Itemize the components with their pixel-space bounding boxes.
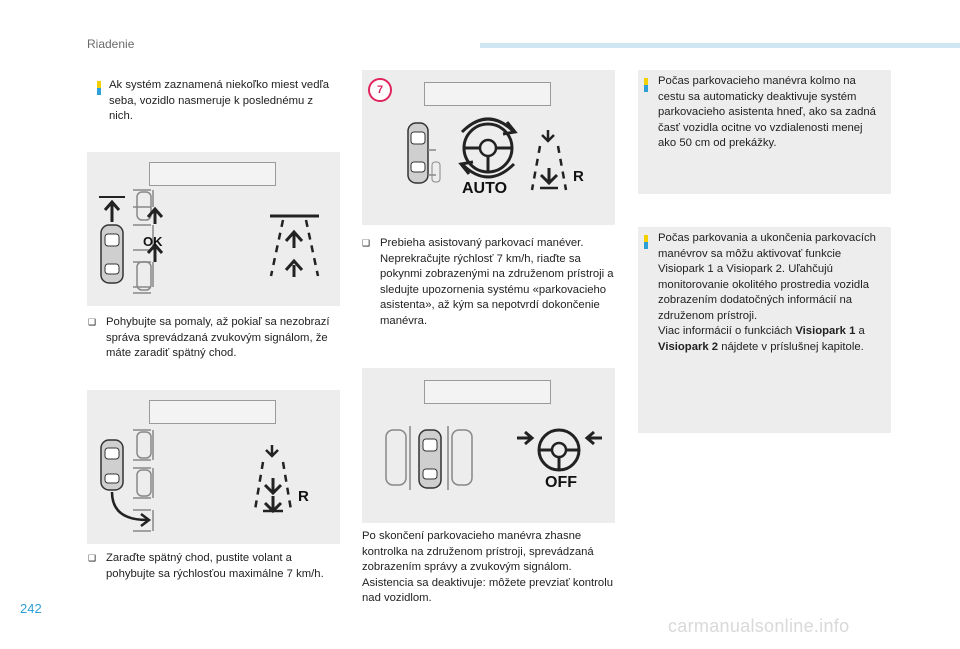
bullet-engage-reverse [88, 551, 340, 585]
figure-parking-spot-detected [87, 152, 340, 306]
bullet-text: Prebieha asistovaný parkovací manéver. Neprekračujte rýchlosť 7 km/h, riaďte sa pokynmi zobrazenými na združenom prístroji a sledujte upozornenia systému «parkovacieho asistenta», až kým sa nepotvrdí dokončenie manévra. [380, 237, 614, 327]
step-badge: 7 [368, 78, 392, 102]
info-note-text: Ak systém zaznamená niekoľko miest vedľa seba, vozidlo nasmeruje k poslednému z nich. [109, 79, 330, 122]
visiopark-description: Počas parkovania a ukončenia parkovacích manévrov sa môžu aktivovať funkcie Visiopark 1 a Visiopark 2. Uľahčujú monitorovanie okolitého prostredia vozidla zobrazením dodatočných informácií na združenom prístroji. [658, 232, 876, 322]
assist-off-illustration [362, 368, 615, 523]
bullet-marker-icon: ❑ [362, 238, 371, 248]
info-marker-icon [644, 235, 648, 249]
bullet-assisted-manoeuvre [362, 236, 614, 332]
off-label: OFF [545, 474, 577, 491]
info-marker-icon [644, 78, 648, 92]
watermark: carmanualsonline.info [668, 616, 850, 636]
auto-label: AUTO [462, 180, 508, 197]
info-note-auto-deactivation [638, 70, 891, 194]
info-note-text: Počas parkovacieho manévra kolmo na cestu sa automaticky deaktivuje systém parkovacieho asistenta hneď, ako sa zadná časť vozidla ocitne vo vzdialenosti menej ako 50 cm od prekážky. [658, 75, 876, 149]
info-note-visiopark [638, 227, 891, 433]
page-number: 242 [20, 601, 42, 616]
paragraph-manoeuvre-end: Po skončení parkovacieho manévra zhasne kontrolka na združenom prístroji, sprevádzaná zobrazením správy a zvukovým signálom. Asistencia sa deaktivuje: môžete prevziať kontrolu nad vozidlom. [362, 530, 614, 604]
visiopark-2-bold: Visiopark 2 [658, 340, 719, 353]
bullet-move-slowly [88, 315, 340, 365]
reverse-gear-illustration [87, 390, 340, 544]
bullet-text: Pohybujte sa pomaly, až pokiaľ sa nezobrazí správa sprevádzaná zvukovým signálom, že máte zaradiť spätný chod. [106, 316, 330, 359]
bullet-text: Zaraďte spätný chod, pustite volant a pohybujte sa rýchlosťou maximálne 7 km/h. [106, 552, 324, 580]
section-title: Riadenie [87, 37, 135, 51]
auto-steering-illustration [362, 70, 615, 225]
ok-label: OK [143, 234, 163, 249]
figure-reverse-gear [87, 390, 340, 544]
bullet-marker-icon: ❑ [88, 553, 97, 563]
parking-detected-illustration [87, 152, 340, 306]
figure-assisted-manoeuvre [362, 70, 615, 225]
info-note-text [658, 231, 883, 355]
figure-assist-off [362, 368, 615, 523]
visiopark-1-bold: Visiopark 1 [795, 325, 856, 337]
reverse-r-label: R [298, 488, 309, 505]
info-note-multiple-spots [97, 78, 337, 128]
info-marker-icon [97, 81, 101, 95]
reverse-r-label: R [573, 168, 584, 185]
visiopark-reference: Viac informácií o funkciách Visiopark 1 a Visiopark 2 nájdete v príslušnej kapitole. [658, 325, 865, 353]
bullet-marker-icon: ❑ [88, 317, 97, 327]
header-accent-bar [480, 43, 960, 48]
